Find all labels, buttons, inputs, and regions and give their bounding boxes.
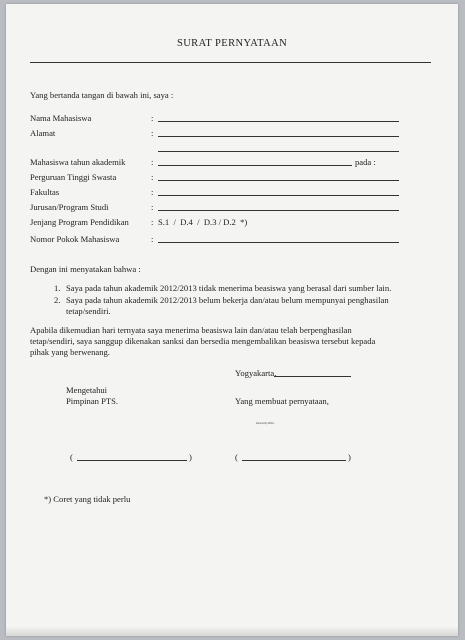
left-sign-line2: Pimpinan PTS. [66,396,119,406]
date-line[interactable] [274,376,351,377]
field-label-nama: Nama Mahasiswa [30,113,92,123]
field-label-fakultas: Fakultas [30,187,60,197]
field-label-alamat: Alamat [30,128,56,138]
document-title: SURAT PERNYATAAN [176,38,288,49]
field-line-pts[interactable] [158,180,399,181]
field-line-npm[interactable] [158,242,399,243]
field-line-fakultas[interactable] [158,195,399,196]
statement-line: tetap/sendiri. [66,306,111,316]
field-colon: : [151,202,154,212]
field-colon: : [151,217,154,227]
right-sign-line1: Yang membuat pernyataan, [235,396,329,406]
closing-line: tetap/sendiri, saya sanggup dikenakan sanksi dan bersedia mengembalikan beasiswa tersebut kepada [30,336,376,346]
right-sign-name-line[interactable] [242,460,346,461]
field-line-nama[interactable] [158,121,399,122]
right-sign-close-paren: ) [348,452,351,462]
document-page [6,4,458,636]
field-label-pts: Perguruan Tinggi Swasta [30,172,117,182]
statement-line: Saya pada tahun akademik 2012/2013 tidak menerima beasiswa yang berasal dari sumber lain. [66,283,392,293]
footnote: *) Coret yang tidak perlu [44,494,131,504]
statement-number: 1. [54,283,61,293]
field-colon: : [151,234,154,244]
closing-line: pihak yang berwenang. [30,347,110,357]
field-value-jenjang: S.1 / D.4 / D.3 / D.2 *) [158,217,248,227]
right-sign-open-paren: ( [235,452,238,462]
statement-number: 2. [54,295,61,305]
field-label-tahun-akademik: Mahasiswa tahun akademik [30,157,126,167]
city-date-label: Yogyakarta, [235,368,277,378]
statement-intro: Dengan ini menyatakan bahwa : [30,264,141,274]
field-line-jurusan[interactable] [158,210,399,211]
field-label-npm: Nomor Pokok Mahasiswa [30,234,120,244]
field-colon: : [151,113,154,123]
title-divider [30,62,431,63]
field-colon: : [151,128,154,138]
field-line-alamat-2[interactable] [158,151,399,152]
closing-line: Apabila dikemudian hari ternyata saya menerima beasiswa lain dan/atau telah berpenghasilan [30,325,352,335]
field-line-tahun-akademik[interactable] [158,165,352,166]
field-colon: : [151,157,154,167]
stamp-note: materai Rp 6000,- [256,422,275,425]
left-sign-line1: Mengetahui [66,385,108,395]
field-suffix-pada: pada : [355,157,376,167]
intro-text: Yang bertanda tangan di bawah ini, saya : [30,90,174,100]
field-line-alamat[interactable] [158,136,399,137]
field-colon: : [151,172,154,182]
statement-line: Saya pada tahun akademik 2012/2013 belum bekerja dan/atau belum mempunyai penghasilan [66,295,389,305]
scan-shadow [6,626,458,636]
left-sign-open-paren: ( [70,452,73,462]
field-colon: : [151,187,154,197]
field-label-jurusan: Jurusan/Program Studi [30,202,109,212]
left-sign-name-line[interactable] [77,460,187,461]
left-sign-close-paren: ) [189,452,192,462]
field-label-jenjang: Jenjang Program Pendidikan [30,217,129,227]
